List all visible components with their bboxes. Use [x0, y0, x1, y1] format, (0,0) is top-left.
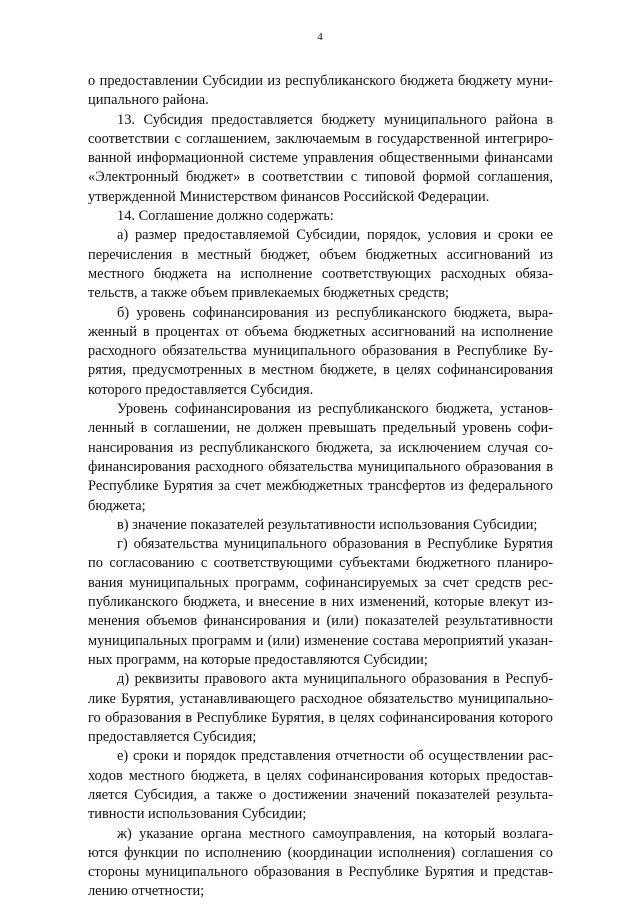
text-line: муниципальных программ и (или) изменение состава мероприятий указан- [88, 632, 553, 649]
text-line: публиканского бюджета, и внесение в них изменений, которые влекут из- [88, 594, 553, 611]
text-line: предоставляется Субсидия; [88, 729, 257, 746]
text-line: а) размер предоставляемой Субсидии, порядок, условия и сроки ее [117, 227, 553, 244]
text-line: финансирования расходного обязательства муниципального образования в [88, 458, 553, 475]
text-line: го образования в Республике Бурятия, в целях софинансирования которого [88, 709, 553, 726]
text-line: Уровень софинансирования из республиканского бюджета, установ- [117, 401, 553, 418]
text-line: е) сроки и порядок представления отчетности об осуществлении рас- [117, 748, 553, 765]
text-line: «Электронный бюджет» в соответствии с типовой формой соглашения, [88, 169, 553, 186]
text-line: ленный в соглашении, не должен превышать предельный уровень софи- [88, 420, 553, 437]
text-line: тельств, а также объем привлекаемых бюджетных средств; [88, 285, 450, 302]
text-line: стороны муниципального образования в Республике Бурятия и представ- [88, 864, 553, 881]
text-line: в) значение показателей результативности использования Субсидии; [117, 516, 538, 533]
text-line: ходов местного бюджета, в целях софинансирования которых предостав- [88, 767, 553, 784]
text-line: 13. Субсидия предоставляется бюджету муниципального района в [117, 111, 553, 128]
text-line: бюджета; [88, 497, 146, 514]
text-line: ются функции по исполнению (координации исполнения) соглашения со [88, 844, 553, 861]
text-line: ванной информационной системе управления общественными финансами [88, 150, 553, 167]
text-line: перечисления в местный бюджет, объем бюджетных ассигнований из [88, 246, 553, 263]
text-line: расходного обязательства муниципального образования в Республике Бу- [88, 343, 553, 360]
text-line: о предоставлении Субсидии из республиканского бюджета бюджету муни- [88, 73, 553, 89]
text-line: лике Бурятия, устанавливающего расходное обязательство муниципально- [88, 690, 553, 707]
text-line: ных программ, на которые предоставляются Субсидии; [88, 651, 428, 668]
text-line: г) обязательства муниципального образования в Республике Бурятия [117, 536, 553, 553]
document-body [88, 72, 553, 902]
text-line: ж) указание органа местного самоуправления, на который возлага- [117, 825, 553, 842]
text-line: по согласованию с соответствующими субъектами бюджетного планиро- [88, 555, 553, 572]
text-line: рятия, предусмотренных в местном бюджете, в целях софинансирования [88, 362, 553, 379]
text-line: Республике Бурятия за счет межбюджетных трансфертов из федерального [88, 478, 553, 495]
page-number: 4 [317, 31, 323, 43]
text-line: нансирования из республиканского бюджета, за исключением случая со- [88, 439, 553, 456]
text-line: д) реквизиты правового акта муниципального образования в Респуб- [117, 671, 553, 688]
text-line: тивности использования Субсидии; [88, 806, 307, 823]
text-line: утвержденной Министерством финансов Российской Федерации. [88, 188, 490, 205]
text-line: местного бюджета на исполнение соответствующих расходных обяза- [88, 265, 553, 282]
text-line: менения объемов финансирования и (или) показателей результативности [88, 613, 553, 630]
text-line: 14. Соглашение должно содержать: [117, 208, 334, 225]
text-line: б) уровень софинансирования из республиканского бюджета, выра- [117, 304, 553, 321]
text-line: ляется Субсидия, а также о достижении значений показателей результа- [88, 786, 553, 803]
text-line: лению отчетности; [88, 883, 205, 900]
text-line: ципального района. [88, 92, 209, 109]
text-line: женный в процентах от объема бюджетных ассигнований на исполнение [88, 323, 553, 340]
text-line: соответствии с соглашением, заключаемым в государственной интегриро- [88, 130, 553, 147]
text-line: которого предоставляется Субсидия. [88, 381, 314, 398]
text-line: вания муниципальных программ, софинансируемых за счет средств рес- [88, 574, 553, 591]
